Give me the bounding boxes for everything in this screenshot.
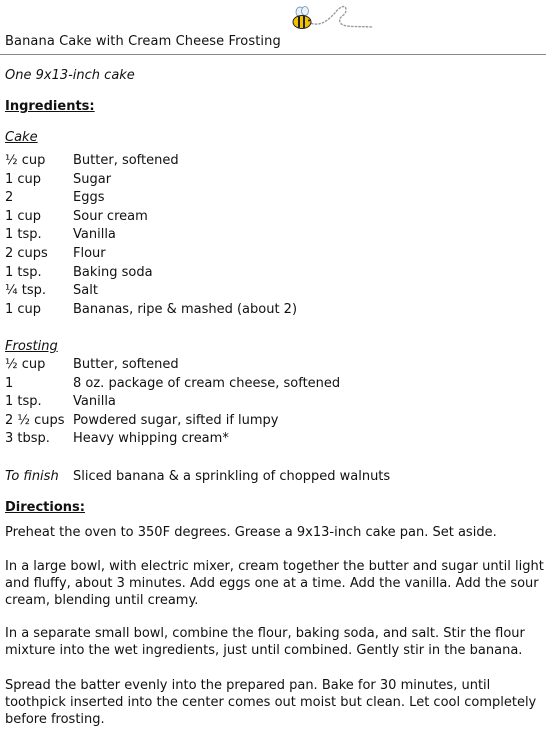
ingredient-row: [5, 208, 297, 227]
ingredient-row: [5, 356, 340, 375]
ingredient-quantity: 1 tsp.: [5, 227, 42, 243]
ingredient-row: [5, 393, 340, 412]
ingredient-name: Baking soda: [73, 264, 153, 280]
ingredient-quantity: 2: [5, 190, 14, 206]
title-divider: [0, 54, 546, 55]
finish-row: [5, 469, 390, 484]
ingredient-name: Bananas, ripe & mashed (about 2): [73, 301, 298, 317]
ingredient-name: Vanilla: [73, 227, 116, 243]
direction-step: Spread the batter evenly into the prepared pan. Bake for 30 minutes, until toothpick inserted into the center comes out moist but clean. Let cool completely before frosting.: [5, 678, 537, 727]
bee-icon: [290, 2, 374, 34]
finish-label: To finish: [5, 469, 59, 484]
ingredient-quantity: 1 cup: [5, 208, 42, 224]
direction-step: In a large bowl, with electric mixer, cream together the butter and sugar until light and fluffy, about 3 minutes. Add eggs one at a time. Add the vanilla. Add the sour cream, blending until creamy.: [5, 559, 544, 608]
ingredient-row: [5, 282, 297, 301]
ingredient-name: 8 oz. package of cream cheese, softened: [73, 375, 341, 391]
ingredient-row: [5, 301, 297, 320]
ingredient-row: [5, 245, 297, 264]
ingredient-quantity: 1 tsp.: [5, 394, 42, 410]
finish-text: Sliced banana & a sprinkling of chopped walnuts: [73, 469, 391, 484]
directions-heading: Directions:: [5, 500, 85, 515]
ingredient-row: [5, 412, 340, 431]
ingredient-name: Sour cream: [73, 208, 148, 224]
direction-step: Preheat the oven to 350F degrees. Grease a 9x13-inch cake pan. Set aside.: [5, 525, 497, 540]
direction-step: In a separate small bowl, combine the flour, baking soda, and salt. Stir the flour mixture into the wet ingredients, just until combined. Gently stir in the banana.: [5, 626, 525, 658]
ingredient-quantity: 1 cup: [5, 171, 42, 187]
ingredient-row: [5, 375, 340, 394]
ingredients-heading: Ingredients:: [5, 99, 95, 114]
ingredient-name: Vanilla: [73, 394, 116, 410]
cake-subheading: Cake: [5, 130, 38, 145]
ingredient-row: [5, 189, 297, 208]
ingredient-row: [5, 226, 297, 245]
recipe-yield: One 9x13-inch cake: [5, 68, 135, 83]
ingredient-name: Butter, softened: [73, 153, 179, 168]
recipe-title: Banana Cake with Cream Cheese Frosting: [5, 34, 281, 49]
ingredient-name: Butter, softened: [73, 357, 179, 372]
ingredient-row: [5, 430, 340, 449]
ingredient-row: [5, 152, 297, 171]
ingredient-quantity: 1: [5, 375, 14, 391]
ingredient-row: [5, 171, 297, 190]
ingredient-quantity: ½ cup: [5, 357, 46, 372]
frosting-ingredient-list: [5, 356, 340, 449]
ingredient-quantity: 3 tbsp.: [5, 431, 50, 447]
frosting-subheading: Frosting: [5, 339, 58, 354]
ingredient-quantity: ¼ tsp.: [5, 283, 46, 299]
ingredient-name: Powdered sugar, sifted if lumpy: [73, 412, 279, 428]
ingredient-name: Eggs: [73, 190, 105, 206]
ingredient-quantity: ½ cup: [5, 153, 46, 168]
ingredient-name: Sugar: [73, 171, 112, 187]
ingredient-name: Salt: [73, 283, 98, 299]
ingredient-quantity: 2 cups: [5, 245, 48, 261]
ingredient-quantity: 1 cup: [5, 301, 42, 317]
cake-ingredient-list: [5, 152, 297, 319]
ingredient-row: [5, 264, 297, 283]
ingredient-name: Heavy whipping cream*: [73, 431, 229, 447]
ingredient-name: Flour: [73, 245, 106, 261]
ingredient-quantity: 2 ½ cups: [5, 412, 65, 428]
ingredient-quantity: 1 tsp.: [5, 264, 42, 280]
